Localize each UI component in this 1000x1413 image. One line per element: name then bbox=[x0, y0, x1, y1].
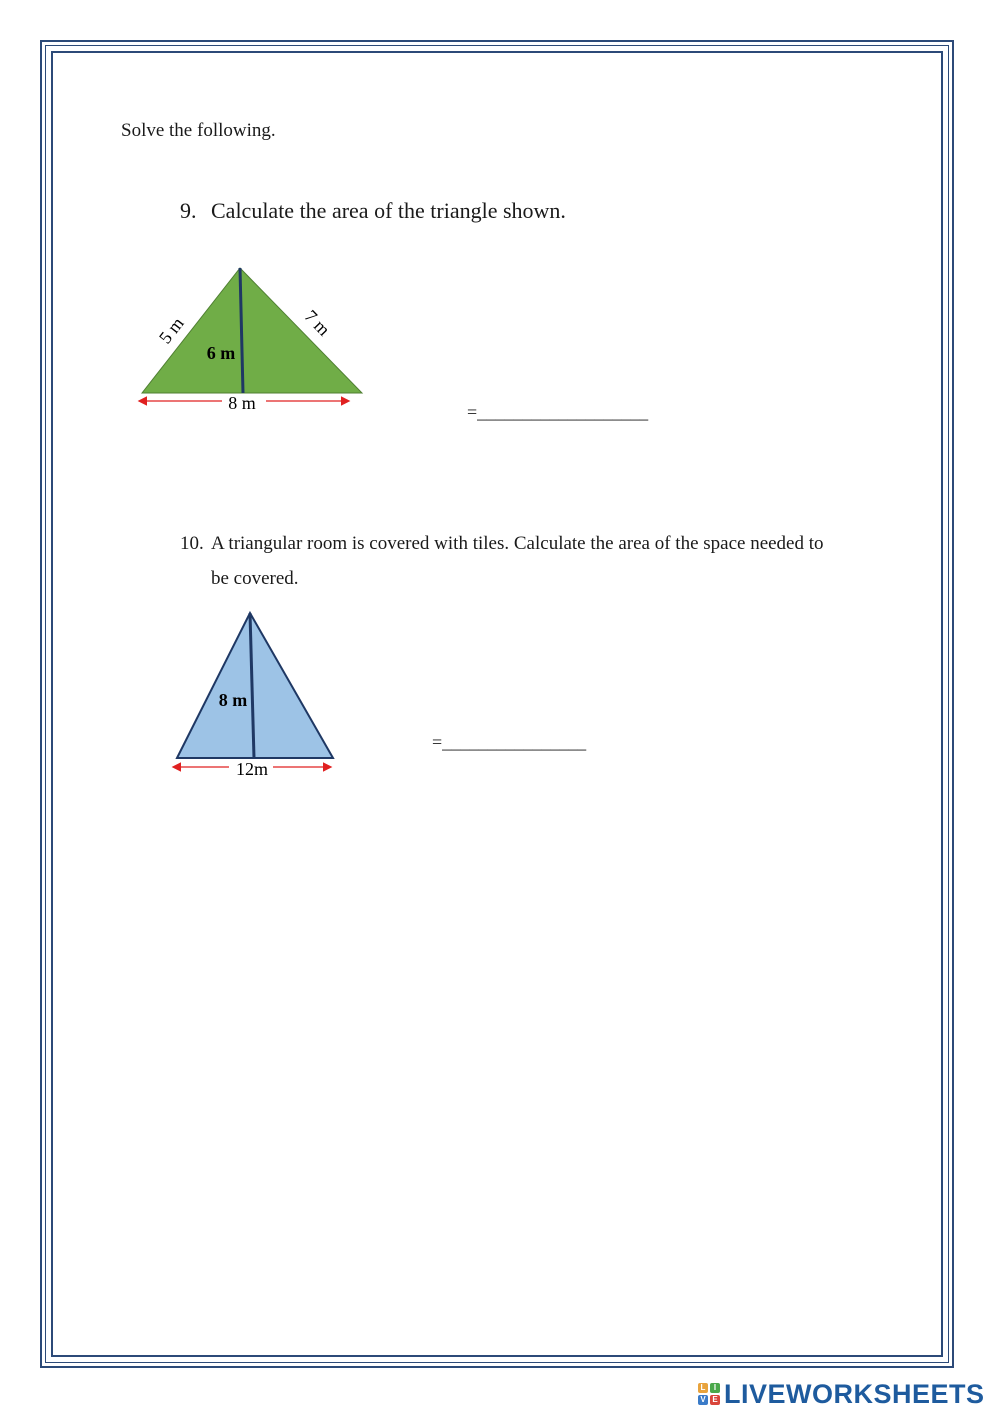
triangle-9-height-label: 6 m bbox=[206, 343, 236, 363]
triangle-10-figure bbox=[165, 605, 345, 785]
triangle-9-left-side-label: 5 m bbox=[154, 313, 188, 348]
question-10-text-line1: A triangular room is covered with tiles. Calculate the area of the space needed to bbox=[211, 533, 824, 554]
question-10-answer-line[interactable]: =________________ bbox=[432, 732, 587, 752]
triangle-10-height-label: 8 m bbox=[218, 690, 248, 710]
triangle-10-shape bbox=[177, 613, 333, 758]
triangle-10-base-label: 12m bbox=[235, 759, 269, 779]
question-9 bbox=[180, 198, 566, 224]
liveworksheets-logo-mark: L I V E bbox=[698, 1383, 720, 1405]
question-9-text: Calculate the area of the triangle shown. bbox=[211, 198, 566, 223]
question-10-number: 10. bbox=[180, 533, 204, 554]
question-10 bbox=[180, 526, 880, 596]
question-10-text-line2: be covered. bbox=[211, 568, 299, 589]
liveworksheets-logo-text: LIVEWORKSHEETS bbox=[724, 1378, 985, 1409]
liveworksheets-logo bbox=[698, 1378, 985, 1410]
instruction-text: Solve the following. bbox=[121, 120, 276, 141]
question-9-number: 9. bbox=[180, 198, 197, 223]
question-9-answer-line[interactable]: =___________________ bbox=[467, 402, 649, 422]
triangle-9-base-label: 8 m bbox=[228, 393, 256, 413]
triangle-9-right-side-label: 7 m bbox=[300, 305, 335, 340]
triangle-9-figure bbox=[130, 260, 370, 420]
